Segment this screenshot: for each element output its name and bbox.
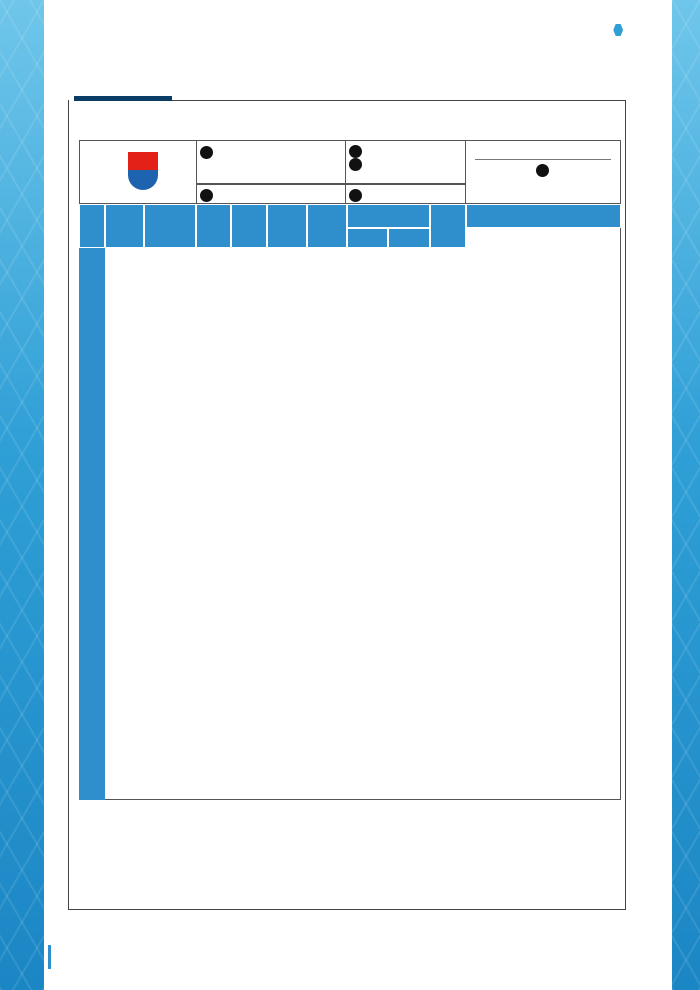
- page-number: [48, 945, 55, 969]
- ligne-column-bg: [79, 248, 105, 800]
- date-box: [345, 184, 466, 204]
- logo-pro-text: [128, 152, 158, 170]
- left-decor-strip: [0, 0, 44, 990]
- header-designation-local: [144, 204, 196, 248]
- header-nombre-cles: [430, 204, 466, 248]
- marker-4: [200, 189, 213, 202]
- date-field: [349, 189, 362, 202]
- accord-box: [196, 184, 346, 204]
- header-ligne: [79, 204, 105, 248]
- client-fields: [200, 146, 213, 159]
- header-qte-cylindre: [307, 204, 347, 248]
- marker-5: [349, 189, 362, 202]
- logo-badge: [128, 170, 158, 190]
- logo-master-text: [118, 156, 128, 190]
- client-box: [196, 140, 346, 184]
- header-externe: [388, 228, 430, 248]
- accord-field: [200, 189, 213, 202]
- hexagon-icon: [613, 24, 623, 36]
- marker-2: [349, 145, 362, 158]
- marker-1: [200, 146, 213, 159]
- designation-passe-line: [475, 159, 611, 160]
- header-dimensions: [347, 204, 430, 228]
- header-type-cylindre: [267, 204, 307, 248]
- page-header: [613, 24, 628, 36]
- chantier-fields: [349, 145, 362, 171]
- form-frame-top: [172, 100, 626, 101]
- organigramme-table: [79, 204, 621, 800]
- header-interne: [347, 228, 388, 248]
- chantier-box: [345, 140, 466, 184]
- designation-passe-marker-wrap: [536, 162, 549, 180]
- header-variure: [231, 204, 267, 248]
- right-decor-strip: [672, 0, 700, 990]
- header-batiment: [105, 204, 144, 248]
- marker-3: [349, 158, 362, 171]
- masterpro-logo: [118, 152, 158, 190]
- header-passes: [466, 204, 621, 228]
- marker-14: [536, 164, 549, 177]
- header-repere: [196, 204, 231, 248]
